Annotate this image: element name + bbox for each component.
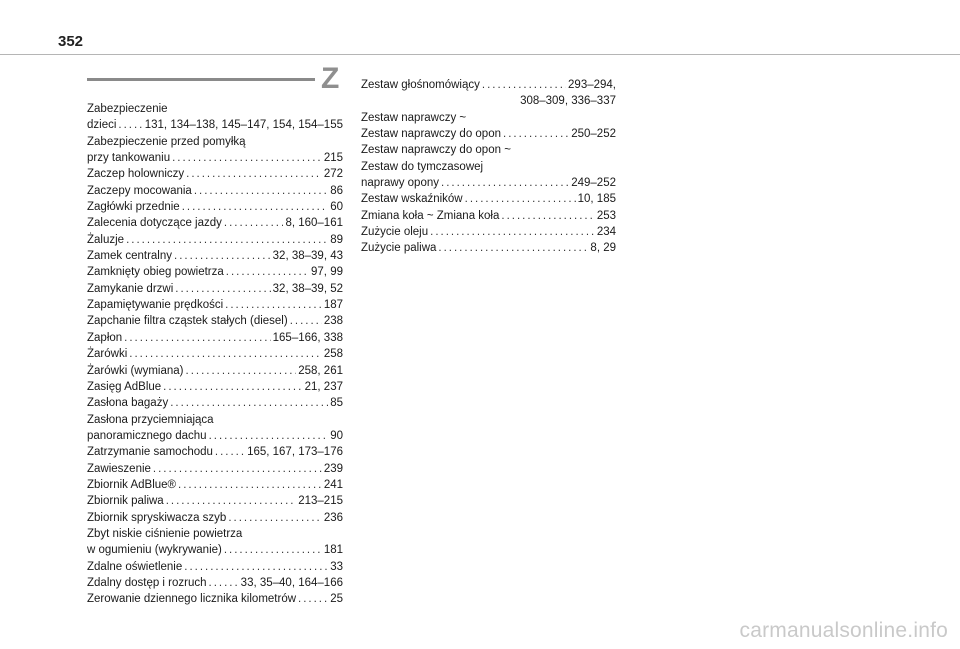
index-pages: 25 xyxy=(330,593,343,606)
index-entry xyxy=(87,461,343,477)
dot-leader xyxy=(225,297,322,313)
index-entry xyxy=(87,559,343,575)
index-term: Zatrzymanie samochodu xyxy=(87,446,213,459)
index-heading: Zasłona przyciemniająca xyxy=(87,413,214,426)
index-column-right xyxy=(361,77,616,257)
section-letter: Z xyxy=(321,62,340,95)
index-term: Zerowanie dziennego licznika kilometrów xyxy=(87,593,297,606)
dot-leader xyxy=(184,559,328,575)
index-term: Zapłon xyxy=(87,331,123,344)
index-pages: 241 xyxy=(323,478,343,491)
dot-leader xyxy=(182,199,329,215)
index-entry xyxy=(87,510,343,526)
index-term: Zagłówki przednie xyxy=(87,201,180,214)
index-entry xyxy=(87,313,343,329)
dot-leader xyxy=(298,591,328,607)
index-term: Zestaw głośnomówiący xyxy=(361,79,480,91)
index-pages: 60 xyxy=(330,201,343,214)
index-heading: Zabezpieczenie xyxy=(87,103,168,115)
dot-leader xyxy=(226,264,309,280)
dot-leader xyxy=(224,542,322,558)
index-term: Zdalny dostęp i rozruch xyxy=(87,576,207,589)
index-heading: Zestaw naprawczy do opon ~ xyxy=(361,144,511,157)
watermark: carmanualsonline.info xyxy=(739,619,948,642)
dot-leader xyxy=(129,346,322,362)
index-pages-continued: 308–309, 336–337 xyxy=(520,95,616,108)
index-pages: 253 xyxy=(596,209,616,222)
dot-leader xyxy=(501,208,594,224)
dot-leader xyxy=(228,510,321,526)
index-term: Żaluzje xyxy=(87,233,125,246)
top-divider xyxy=(0,54,960,55)
index-pages: 213–215 xyxy=(298,495,343,508)
index-entry xyxy=(87,591,343,607)
index-pages: 181 xyxy=(323,544,343,557)
index-entry xyxy=(87,444,343,460)
index-heading: Zabezpieczenie przed pomyłką xyxy=(87,135,246,148)
dot-leader xyxy=(166,493,297,509)
index-entry xyxy=(87,395,343,411)
dot-leader xyxy=(209,575,239,591)
index-term: Zasłona bagaży xyxy=(87,397,169,410)
index-entry xyxy=(87,232,343,248)
index-entry xyxy=(361,191,616,207)
index-entry xyxy=(87,183,343,199)
index-entry xyxy=(87,150,343,166)
index-pages: 238 xyxy=(323,315,343,328)
index-pages: 85 xyxy=(330,397,343,410)
index-pages: 250–252 xyxy=(571,128,616,141)
index-heading: Zestaw do tymczasowej xyxy=(361,160,484,173)
index-term: Zbiornik spryskiwacza szyb xyxy=(87,511,227,524)
section-divider-bar xyxy=(87,78,315,81)
dot-leader xyxy=(209,428,329,444)
dot-leader xyxy=(175,281,270,297)
index-entry xyxy=(87,477,343,493)
index-pages: 10, 185 xyxy=(577,193,616,206)
index-column-left xyxy=(87,101,343,608)
index-pages: 239 xyxy=(323,462,343,475)
index-entry xyxy=(361,77,616,93)
dot-leader xyxy=(224,215,284,231)
dot-leader xyxy=(215,444,245,460)
page-number: 352 xyxy=(58,33,84,50)
dot-leader xyxy=(438,240,588,256)
index-entry xyxy=(87,379,343,395)
index-entry xyxy=(87,493,343,509)
index-pages: 97, 99 xyxy=(311,266,343,279)
index-pages: 165–166, 338 xyxy=(272,331,343,344)
index-entry xyxy=(87,346,343,362)
index-term: dzieci xyxy=(87,119,117,132)
index-pages: 165, 167, 173–176 xyxy=(247,446,343,459)
index-pages: 215 xyxy=(323,152,343,165)
dot-leader xyxy=(290,313,322,329)
dot-leader xyxy=(194,183,328,199)
index-term: Zamykanie drzwi xyxy=(87,282,174,295)
index-term: Żarówki (wymiana) xyxy=(87,364,184,377)
index-entry xyxy=(87,117,343,133)
dot-leader xyxy=(170,395,328,411)
index-entry xyxy=(87,297,343,313)
dot-leader xyxy=(186,166,322,182)
dot-leader xyxy=(163,379,302,395)
index-pages: 187 xyxy=(323,299,343,312)
dot-leader xyxy=(441,175,569,191)
index-term: Zalecenia dotyczące jazdy xyxy=(87,217,222,230)
index-term: przy tankowaniu xyxy=(87,152,171,165)
index-entry xyxy=(361,208,616,224)
index-entry xyxy=(87,166,343,182)
index-entry xyxy=(361,224,616,240)
index-entry xyxy=(87,330,343,346)
dot-leader xyxy=(186,363,297,379)
dot-leader xyxy=(118,117,142,133)
index-term: Zestaw naprawczy do opon xyxy=(361,128,501,141)
index-entry xyxy=(361,240,616,256)
index-term: Zapamiętywanie prędkości xyxy=(87,299,224,312)
index-term: Zbiornik paliwa xyxy=(87,495,164,508)
index-term: Zestaw wskaźników xyxy=(361,193,463,206)
dot-leader xyxy=(174,248,271,264)
index-entry xyxy=(87,199,343,215)
index-term: Zasięg AdBlue xyxy=(87,380,162,393)
index-term: Zużycie oleju xyxy=(361,226,429,239)
dot-leader xyxy=(126,232,328,248)
index-term: naprawy opony xyxy=(361,177,439,190)
index-term: Zbiornik AdBlue® xyxy=(87,478,177,491)
index-entry xyxy=(87,428,343,444)
index-pages: 90 xyxy=(330,429,343,442)
index-term: panoramicznego dachu xyxy=(87,429,207,442)
index-term: Żarówki xyxy=(87,348,128,361)
dot-leader xyxy=(178,477,322,493)
index-pages: 21, 237 xyxy=(304,380,343,393)
index-entry xyxy=(87,215,343,231)
dot-leader xyxy=(465,191,576,207)
index-term: Zapchanie filtra cząstek stałych (diesel) xyxy=(87,315,288,328)
index-term: Zaczep holowniczy xyxy=(87,168,185,181)
index-pages: 89 xyxy=(330,233,343,246)
index-pages: 236 xyxy=(323,511,343,524)
index-pages: 32, 38–39, 43 xyxy=(272,250,343,263)
index-term: Zużycie paliwa xyxy=(361,242,437,255)
index-entry xyxy=(87,264,343,280)
index-term: Zamknięty obieg powietrza xyxy=(87,266,224,279)
index-entry xyxy=(361,175,616,191)
dot-leader xyxy=(482,77,566,93)
index-pages: 32, 38–39, 52 xyxy=(272,282,343,295)
index-heading: Zbyt niskie ciśnienie powietrza xyxy=(87,527,243,540)
index-pages: 131, 134–138, 145–147, 154, 154–155 xyxy=(144,119,343,132)
index-entry xyxy=(361,126,616,142)
index-entry xyxy=(87,542,343,558)
index-pages: 234 xyxy=(596,226,616,239)
index-pages: 272 xyxy=(323,168,343,181)
index-term: Zmiana koła ~ Zmiana koła xyxy=(361,209,500,222)
index-pages: 33 xyxy=(330,560,343,573)
index-entry xyxy=(87,248,343,264)
index-term: Zamek centralny xyxy=(87,250,173,263)
index-pages: 293–294, xyxy=(568,79,616,91)
index-entry xyxy=(87,281,343,297)
dot-leader xyxy=(503,126,569,142)
dot-leader xyxy=(430,224,595,240)
dot-leader xyxy=(172,150,322,166)
index-heading: Zestaw naprawczy ~ xyxy=(361,111,467,124)
index-term: Zaczepy mocowania xyxy=(87,184,192,197)
index-term: Zawieszenie xyxy=(87,462,151,475)
dot-leader xyxy=(153,461,322,477)
index-pages: 249–252 xyxy=(571,177,616,190)
index-term: Zdalne oświetlenie xyxy=(87,560,183,573)
dot-leader xyxy=(124,330,270,346)
index-entry xyxy=(87,575,343,591)
index-pages: 258, 261 xyxy=(298,364,343,377)
index-pages: 8, 29 xyxy=(590,242,616,255)
index-entry xyxy=(87,363,343,379)
index-pages: 258 xyxy=(323,348,343,361)
index-pages: 8, 160–161 xyxy=(285,217,343,230)
index-term: w ogumieniu (wykrywanie) xyxy=(87,544,222,557)
index-pages: 86 xyxy=(330,184,343,197)
index-pages: 33, 35–40, 164–166 xyxy=(240,576,343,589)
